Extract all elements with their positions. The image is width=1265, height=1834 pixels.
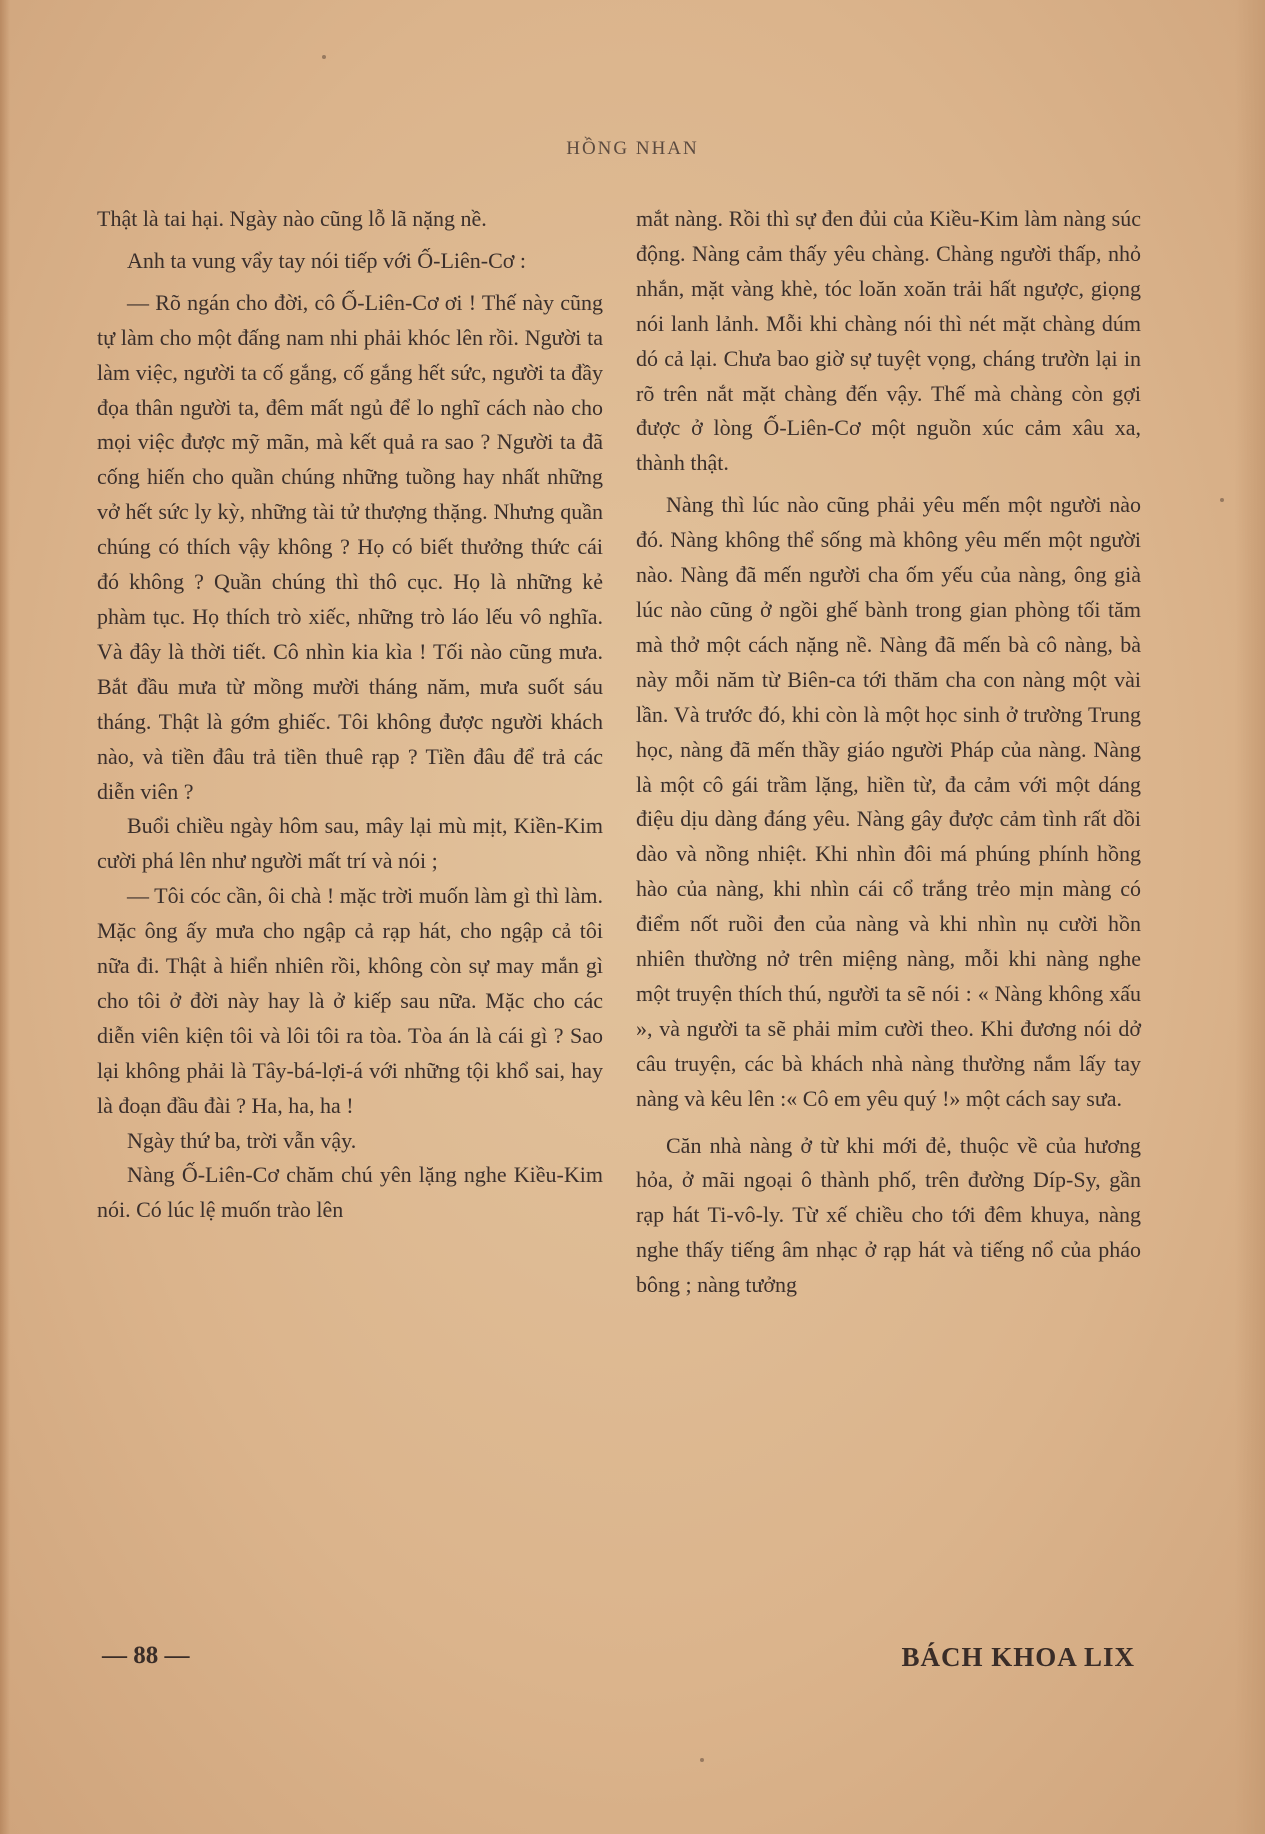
page-number: — 88 — — [102, 1642, 190, 1669]
running-header: HỒNG NHAN — [566, 138, 699, 159]
page-left-edge — [0, 0, 10, 1834]
paragraph: Nàng thì lúc nào cũng phải yêu mến một người nào đó. Nàng không thể sống mà không yêu mến một người nào. Nàng đã mến người cha ốm yếu của nàng, ông già lúc nào cũng ở ngồi ghế bành trong gian phòng tối tăm mà thở một cách nặng nề. Nàng đã mến bà cô nàng, bà này mỗi năm từ Biên-ca tới thăm cha con nàng một vài lần. Và trước đó, khi còn là một học sinh ở trường Trung học, nàng đã mến thầy giáo người Pháp của nàng. Nàng là một cô gái trầm lặng, hiền từ, đa cảm với một dáng điệu dịu dàng đáng yêu. Nàng gây được cảm tình rất dồi dào và nồng nhiệt. Khi nhìn đôi má phúng phính hồng hào của nàng, khi nhìn cái cổ trắng trẻo mịn màng có điểm nốt ruồi đen của nàng và khi nhìn nụ cười hồn nhiên thường nở trên miệng nàng, mỗi khi nàng nghe một truyện thích thú, người ta sẽ nói : « Nàng không xấu », và người ta sẽ phải mỉm cười theo. Khi đương nói dở câu truyện, các bà khách nhà nàng thường nắm lấy tay nàng và kêu lên :« Cô em yêu quý !» một cách say sưa. — [636, 492, 1141, 1111]
paragraph: Ngày thứ ba, trời vẫn vậy. — [127, 1127, 357, 1153]
magazine-issue-label: BÁCH KHOA LIX — [901, 1642, 1135, 1672]
paragraph: mắt nàng. Rồi thì sự đen đủi của Kiều-Kim làm nàng súc động. Nàng cảm thấy yêu chàng. Chàng người thấp, nhỏ nhắn, mặt vàng khè, tóc loăn xoăn trải hất ngược, giọng nói lanh lảnh. Mỗi khi chàng nói thì nét mặt chàng dúm dó cả lại. Chưa bao giờ sự tuyệt vọng, cháng trườn lại in rõ trên nắt mặt chàng đến vậy. Thế mà chàng còn gợi được ở lòng Ố-Liên-Cơ một nguồn xúc cảm xâu xa, thành thật. — [636, 206, 1141, 476]
paper-speck — [1220, 498, 1224, 502]
paragraph: — Tôi cóc cần, ôi chà ! mặc trời muốn làm gì thì làm. Mặc ông ấy mưa cho ngập cả rạp hát, cho ngập cả tôi nữa đi. Thật à hiển nhiên rồi, không còn sự may mắn gì cho tôi ở đời này hay là ở kiếp sau nữa. Mặc cho các diễn viên kiện tôi và lôi tôi ra tòa. Tòa án là cái gì ? Sao lại không phải là Tây-bá-lợi-á với những tội khổ sai, hay là đoạn đầu đài ? Ha, ha, ha ! — [97, 883, 603, 1118]
paragraph: Nàng Ố-Liên-Cơ chăm chú yên lặng nghe Kiều-Kim nói. Có lúc lệ muốn trào lên — [97, 1162, 603, 1223]
page-right-edge — [1235, 0, 1265, 1834]
paragraph: — Rõ ngán cho đời, cô Ố-Liên-Cơ ơi ! Thế này cũng tự làm cho một đấng nam nhi phải khóc lên rồi. Người ta làm việc, người ta cố gắng, cố gắng hết sức, người ta đầy đọa thân người ta, đêm mất ngủ để lo nghĩ cách nào cho mọi việc được mỹ mãn, mà kết quả ra sao ? Người ta đã cống hiến cho quần chúng những tuồng hay nhất những vở hết sức ly kỳ, những tài tử thượng thặng. Nhưng quần chúng có thích vậy không ? Họ có biết thưởng thức cái đó không ? Quần chúng thì thô cục. Họ là những kẻ phàm tục. Họ thích trò xiếc, những trò láo lếu vô nghĩa. Và đây là thời tiết. Cô nhìn kia kìa ! Tối nào cũng mưa. Bắt đầu mưa từ mồng mười tháng năm, mưa suốt sáu tháng. Thật là gớm ghiếc. Tôi không được người khách nào, và tiền đâu trả tiền thuê rạp ? Tiền đâu để trả các diễn viên ? — [97, 289, 603, 804]
paragraph: Thật là tai hại. Ngày nào cũng lỗ lã nặng nề. — [97, 206, 487, 231]
paper-speck — [700, 1758, 704, 1762]
left-text-column — [97, 202, 603, 1228]
paragraph: Căn nhà nàng ở từ khi mới đẻ, thuộc về của hương hỏa, ở mãi ngoại ô thành phố, trên đường Díp-Sy, gần rạp hát Ti-vô-ly. Từ xế chiều cho tới đêm khuya, nàng nghe thấy tiếng âm nhạc ở rạp hát và tiếng nổ của pháo bông ; nàng tưởng — [636, 1132, 1141, 1298]
paragraph: Anh ta vung vẩy tay nói tiếp với Ố-Liên-Cơ : — [127, 247, 527, 273]
right-text-column — [636, 202, 1141, 1303]
paragraph: Buổi chiều ngày hôm sau, mây lại mù mịt, Kiền-Kim cười phá lên như người mất trí và nói ; — [97, 813, 603, 874]
paper-speck — [322, 55, 326, 59]
